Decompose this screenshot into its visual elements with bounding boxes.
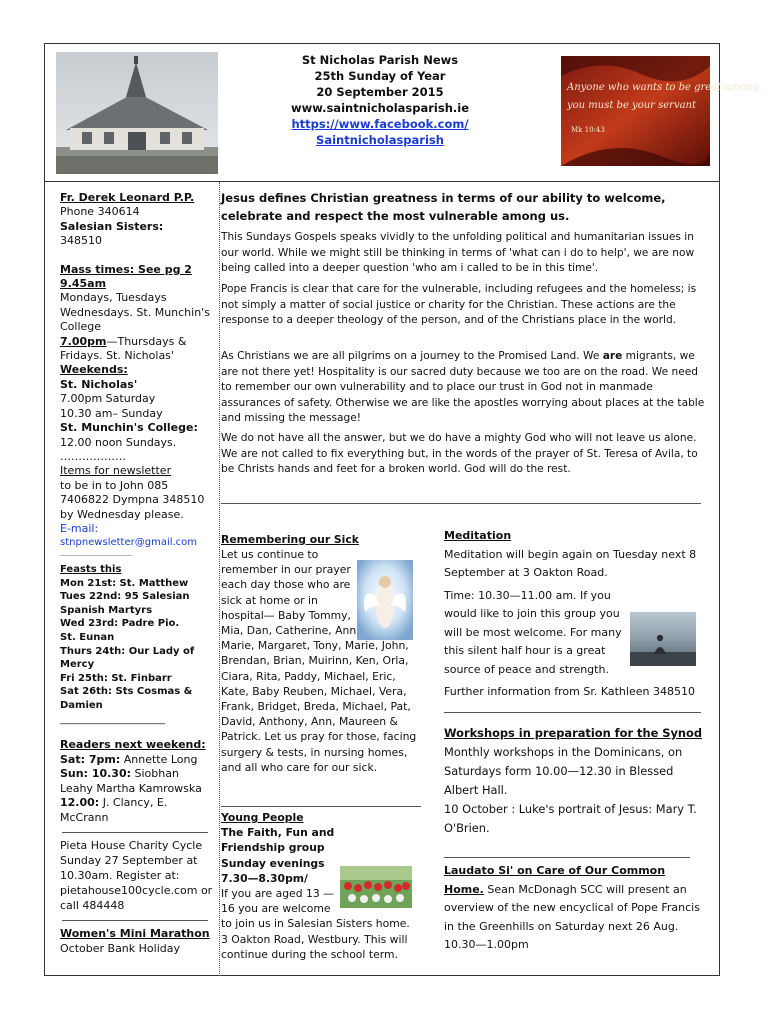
article-paragraph-3 xyxy=(221,349,707,427)
mass-time-evening: 7.00pm xyxy=(60,334,107,348)
laudato-heading-end: Home. xyxy=(444,882,484,896)
readers-heading: Readers next weekend: xyxy=(60,738,206,751)
article-paragraph-4: We do not have all the answer, but we do have a mighty God who will not leave us alone. We are not called to fix everything but, in the words of the prayer of St. Teresa of Avila, to be Christs hands and feet for a broken world. God will do the rest. xyxy=(221,432,698,475)
article-paragraph-2: Pope Francis is clear that care for the vulnerable, including refugees and the homeless; is not simply a matter of social justice or charity for the Christian. These actions are the response to a deeper theology of the person, and of the Christians place in the world. xyxy=(221,283,697,326)
laudato-section xyxy=(444,862,709,955)
feast-item: Fri 25th: St. Finbarr xyxy=(60,672,172,684)
munchins-time: 12.00 noon Sundays. xyxy=(60,435,177,449)
readers-section xyxy=(60,738,215,826)
sidebar xyxy=(60,191,215,561)
feasts-heading: Feasts this xyxy=(60,564,122,575)
meditation-text-1: Meditation will begin again on Tuesday next 8 September at 3 Oakton Road. xyxy=(444,547,697,579)
young-people-heading: Young People xyxy=(221,811,304,824)
readers-rule xyxy=(62,832,208,833)
workshops-text-2: 10 October : Luke's portrait of Jesus: Mary T. O'Brien. xyxy=(444,802,697,835)
issue-date: 20 September 2015 xyxy=(316,85,444,99)
workshops-heading: Workshops in preparation for the Synod xyxy=(444,726,702,740)
website-text: www.saintnicholasparish.ie xyxy=(290,101,470,115)
pieta-rule xyxy=(62,920,208,921)
readers-sunday xyxy=(60,767,215,796)
laudato-text: Sean McDonagh SCC will present an overview of the new encyclical of Pope Francis in the Greenhills on Saturday next 26 Aug. 10.30—1.00pm xyxy=(444,882,700,951)
article-title: Jesus defines Christian greatness in terms of our ability to welcome, celebrate and respect the most vulnerable among us. xyxy=(221,191,666,223)
feast-item: Thurs 24th: Our Lady of Mercy xyxy=(60,645,195,671)
meditation-text-3: Further information from Sr. Kathleen 348510 xyxy=(444,685,695,698)
header-divider xyxy=(44,181,720,182)
priest-phone: Phone 340614 xyxy=(60,205,140,219)
readers-sat-label: Sat: 7pm: xyxy=(60,752,121,766)
quote-line1: Anyone who wants to be great among xyxy=(567,82,759,93)
weekends-label: Weekends: xyxy=(60,363,128,377)
laudato-heading: Laudato Si' on Care of Our Common xyxy=(444,864,666,877)
email-link[interactable]: stnpnewsletter@gmail.com xyxy=(60,537,198,549)
email-label: E-mail: xyxy=(60,521,99,535)
sunday-label: 25th Sunday of Year xyxy=(314,69,446,83)
quote-reference: Mk 10:43 xyxy=(571,126,605,134)
feasts-rule: _____________________ xyxy=(60,713,165,725)
group-photo xyxy=(340,866,412,908)
article-rule xyxy=(221,503,701,504)
marathon-section xyxy=(60,926,215,956)
meditation-rule xyxy=(444,712,701,713)
weekends-church: St. Nicholas' xyxy=(60,377,138,391)
readers-sun-label: Sun: 10.30: xyxy=(60,767,132,781)
article-paragraph-1: This Sundays Gospels speaks vividly to the unfolding political and humanitarian issues in our world. While we might still be thinking in terms of 'what can i do to help', we are now being called into a deeper question 'who am i called to be in this time'. xyxy=(221,231,695,274)
church-photo xyxy=(56,52,218,174)
mass-evening xyxy=(60,335,215,364)
dots-separator: ……………… xyxy=(60,449,126,463)
column-divider xyxy=(219,182,220,976)
feast-item: St. Eunan xyxy=(60,631,115,643)
feast-item: Tues 22nd: 95 Salesian Spanish Martyrs xyxy=(60,591,190,616)
readers-12-label: 12.00: xyxy=(60,796,100,810)
sick-text-block xyxy=(221,547,421,775)
readers-saturday xyxy=(60,753,215,768)
meditation-photo xyxy=(630,612,696,666)
sick-section xyxy=(221,532,417,547)
weekends-saturday: 7.00pm Saturday xyxy=(60,392,156,406)
readers-noon xyxy=(60,796,215,825)
meditation-text-2: Time: 10.30—11.00 am. If you would like to join this group you will be most welcome. For many this silent half hour is a great source of peace and strength. xyxy=(444,588,622,676)
marathon-heading: Women's Mini Marathon xyxy=(60,927,210,940)
quote-line2: you must be your servant xyxy=(567,100,697,111)
pieta-text: Pieta House Charity Cycle Sunday 27 September at 10.30am. Register at: pietahouse100cycle.com or call 484448 xyxy=(60,839,213,912)
feasts-section xyxy=(60,563,215,726)
newsletter-items-heading: Items for newsletter xyxy=(60,464,172,478)
article-p3-start: As Christians we are all pilgrims on a journey to the Promised Land. We xyxy=(221,350,603,362)
facebook-link-page[interactable]: Saintnicholasparish xyxy=(316,133,444,147)
mass-evening-days: —Thursdays & Fridays. St. Nicholas' xyxy=(60,334,187,363)
sisters-label: Salesian Sisters: xyxy=(60,219,164,233)
laudato-body xyxy=(444,881,709,955)
weekends-sunday: 10.30 am– Sunday xyxy=(60,406,163,420)
quote-image xyxy=(561,56,759,166)
article-p3-emphasis: are xyxy=(602,350,623,362)
readers-sun-names: Siobhan Leahy Martha Kamrowska xyxy=(60,767,202,795)
readers-sat-names: Annette Long xyxy=(120,752,198,766)
meditation-heading: Meditation xyxy=(444,529,512,542)
sisters-phone: 348510 xyxy=(60,234,102,248)
article-p3-end: migrants, we are not there yet! Hospitality is our sacred duty because we too are on the road. We need to remember our own vulnerability and to place our trust in God not in manmade assurances of safety. Otherwise we are like the apostles worrying about places at the table and missing the message! xyxy=(221,350,705,424)
dash-separator: ———————————— xyxy=(60,551,132,559)
munchins-label: St. Munchin's College: xyxy=(60,421,198,435)
sick-heading: Remembering our Sick xyxy=(221,533,359,546)
workshops-rule xyxy=(444,857,690,858)
priest-name: Fr. Derek Leonard P.P. xyxy=(60,191,195,204)
mass-times-heading: Mass times: See pg 2 xyxy=(60,262,192,276)
workshops-section xyxy=(444,724,709,838)
young-people-subheading: The Faith, Fun and Friendship group Sunday evenings 7.30—8.30pm/ xyxy=(221,826,335,885)
sick-rule xyxy=(221,806,421,807)
newsletter-items-text: to be in to John 085 7406822 Dympna 348510 by Wednesday please. xyxy=(60,478,205,521)
readers-12-names: J. Clancy, E. McCrann xyxy=(60,796,168,824)
sick-text: Let us continue to remember in our prayer each day those who are sick at home or in hospital— Baby Tommy, Mia, Dan, Catherine, Ann Marie, Margaret, Tony, Marie, John, Brendan, Brian, Muirinn, Ken, Orla, Ciara, Rita, Paddy, Michael, Eric, Kate, Baby Reuben, Michael, Vera, Frank, Bridget, Breda, Michael, Pat, David, Anthony, Ann, Maureen & Patrick. Let us pray for those, facing surgery & tests, in nursing homes, and all who care for our sick. xyxy=(221,548,417,774)
feast-item: Mon 21st: St. Matthew xyxy=(60,577,189,589)
feast-item: Wed 23rd: Padre Pio. xyxy=(60,618,180,630)
mass-time-morning: 9.45am xyxy=(60,277,107,291)
workshops-text-1: Monthly workshops in the Dominicans, on Saturdays form 10.00—12.30 in Blessed Albert Hall. xyxy=(444,745,683,797)
feast-item: Sat 26th: Sts Cosmas & Damien xyxy=(60,686,193,711)
marathon-text: October Bank Holiday xyxy=(60,942,180,955)
mass-morning-days: Mondays, Tuesdays Wednesdays. St. Munchin's College xyxy=(60,291,210,334)
facebook-link[interactable]: https://www.facebook.com/ xyxy=(291,117,469,131)
newsletter-title: St Nicholas Parish News xyxy=(301,53,459,67)
pieta-section xyxy=(60,838,215,913)
young-people-text: If you are aged 13 —16 you are welcome to join us in Salesian Sisters home. 3 Oakton Road, Westbury. This will continue during the school term. xyxy=(221,887,410,961)
masthead xyxy=(250,52,510,148)
